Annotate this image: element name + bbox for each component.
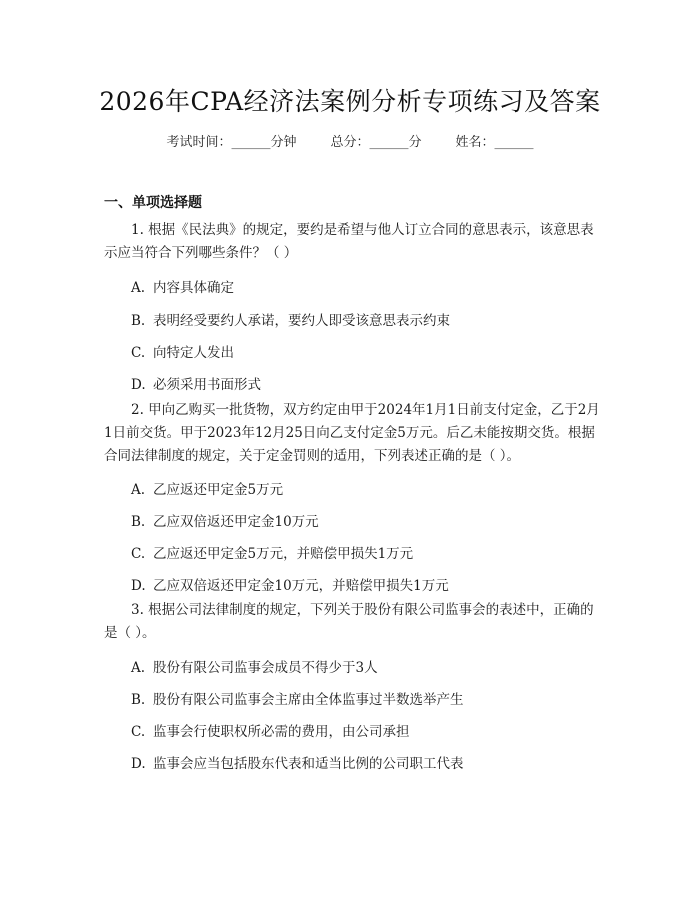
option-text: 股份有限公司监事会成员不得少于3人	[153, 660, 378, 676]
page-title: 2026年CPA经济法案例分析专项练习及答案	[99, 87, 601, 116]
option-letter: B.	[131, 692, 146, 708]
answer-option	[131, 309, 450, 329]
question-stem: 2. 甲向乙购买一批货物，双方约定由甲于2024年1月1日前支付定金，乙于2月1日前交货。甲于2023年12月25日向乙支付定金5万元。后乙未能按期交货。根据合同法律制度的规定，关于定金罚则的适用，下列表述正确的是（ ）。	[104, 402, 600, 464]
option-text: 向特定人发出	[153, 345, 234, 361]
exam-info	[0, 131, 700, 150]
option-letter: B.	[131, 313, 146, 329]
option-letter: A.	[131, 280, 146, 296]
option-text: 乙应返还甲定金5万元	[153, 482, 284, 498]
option-text: 乙应双倍返还甲定金10万元，并赔偿甲损失1万元	[153, 578, 449, 594]
name-field: 姓名：______	[455, 135, 534, 150]
option-text: 乙应双倍返还甲定金10万元	[153, 514, 319, 530]
answer-option	[131, 542, 413, 562]
answer-option	[131, 510, 319, 530]
option-text: 乙应返还甲定金5万元，并赔偿甲损失1万元	[153, 546, 414, 562]
option-text: 股份有限公司监事会主席由全体监事过半数选举产生	[153, 692, 464, 708]
option-letter: A.	[131, 660, 146, 676]
option-text: 必须采用书面形式	[153, 377, 261, 393]
answer-option	[131, 688, 464, 708]
question-stem: 1. 根据《民法典》的规定，要约是希望与他人订立合同的意思表示，该意思表示应当符合下列哪些条件？（ ）	[104, 222, 594, 261]
answer-option	[131, 478, 283, 498]
option-letter: B.	[131, 514, 146, 530]
total-score-field: 总分：______分	[330, 135, 422, 150]
option-letter: D.	[131, 578, 146, 594]
option-letter: A.	[131, 482, 146, 498]
answer-option	[131, 656, 378, 676]
option-text: 监事会应当包括股东代表和适当比例的公司职工代表	[153, 756, 464, 772]
exam-time-field: 考试时间：______分钟	[166, 135, 297, 150]
option-text: 内容具体确定	[153, 280, 234, 296]
option-letter: C.	[131, 724, 146, 740]
answer-option	[131, 341, 234, 361]
answer-option	[131, 276, 234, 296]
option-letter: C.	[131, 345, 146, 361]
option-letter: D.	[131, 756, 146, 772]
answer-option	[131, 574, 449, 594]
option-letter: C.	[131, 546, 146, 562]
option-text: 监事会行使职权所必需的费用，由公司承担	[153, 724, 410, 740]
question-stem: 3. 根据公司法律制度的规定，下列关于股份有限公司监事会的表述中，正确的是（ ）。	[104, 602, 594, 641]
section-heading: 一、单项选择题	[104, 195, 202, 211]
answer-option	[131, 373, 261, 393]
answer-option	[131, 752, 464, 772]
answer-option	[131, 720, 410, 740]
option-letter: D.	[131, 377, 146, 393]
option-text: 表明经受要约人承诺，要约人即受该意思表示约束	[153, 313, 450, 329]
